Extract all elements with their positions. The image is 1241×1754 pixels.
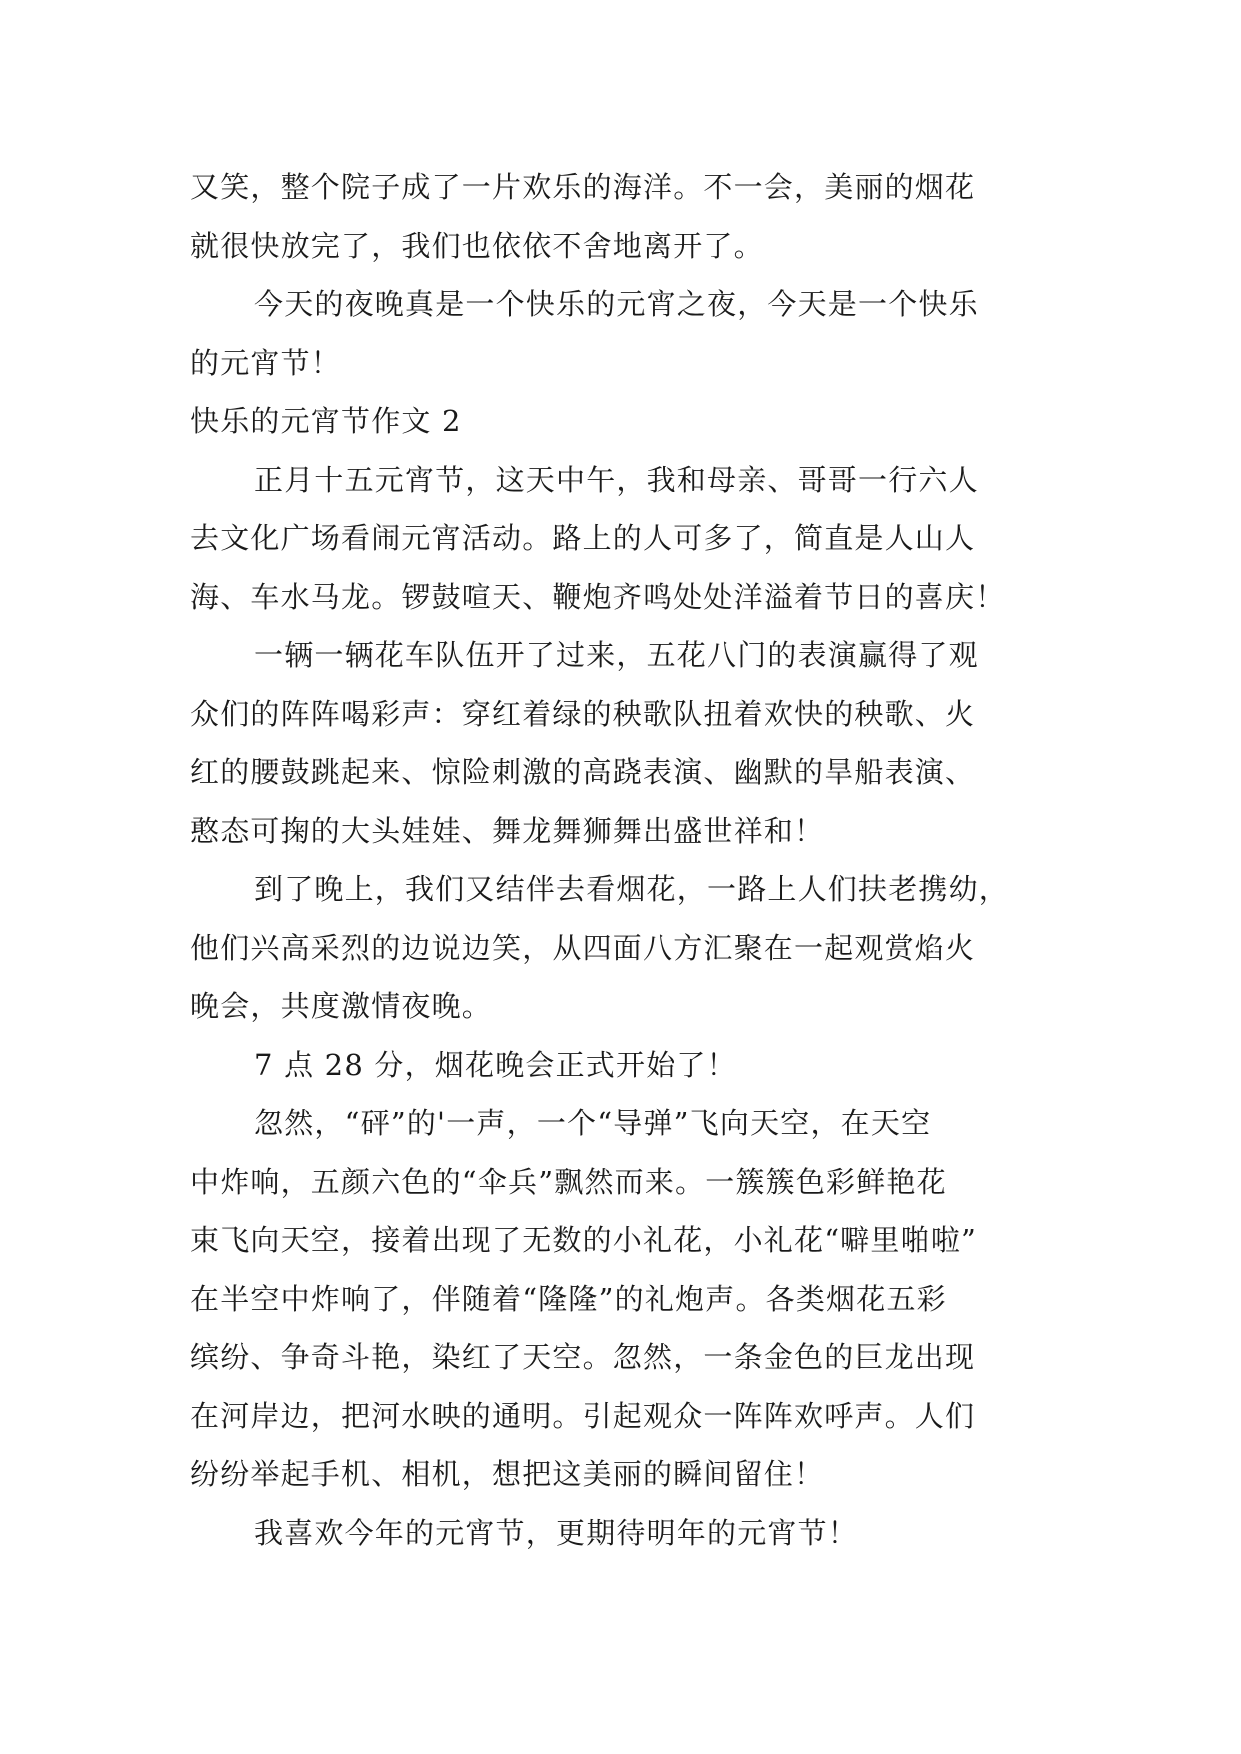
line: 就很快放完了，我们也依依不舍地离开了。 xyxy=(190,228,764,263)
line: 到了晚上，我们又结伴去看烟花，一路上人们扶老携幼， xyxy=(254,872,1010,906)
line: 7 点 28 分，烟花晚会正式开始了！ xyxy=(254,1047,737,1082)
heading-text: 快乐的元宵节作文 2 xyxy=(190,404,462,438)
paragraph-4 xyxy=(190,626,1070,860)
line: 缤纷、争奇斗艳，染红了天空。忽然，一条金色的巨龙出现 xyxy=(190,1340,976,1374)
line: 海、车水马龙。锣鼓喧天、鞭炮齐鸣处处洋溢着节日的喜庆！ xyxy=(190,579,1006,614)
line: 晚会，共度激情夜晚。 xyxy=(190,989,493,1023)
paragraph-2 xyxy=(190,275,1070,392)
paragraph-8 xyxy=(190,1504,1070,1563)
line: 在半空中炸响了，伴随着“隆隆”的礼炮声。各类烟花五彩 xyxy=(190,1281,947,1316)
paragraph-6 xyxy=(190,1036,1070,1095)
line: 忽然，“砰”的'一声，一个“导弹”飞向天空，在天空 xyxy=(254,1106,932,1140)
line: 红的腰鼓跳起来、惊险刺激的高跷表演、幽默的旱船表演、 xyxy=(190,755,976,789)
line: 众们的阵阵喝彩声：穿红着绿的秧歌队扭着欢快的秧歌、火 xyxy=(190,696,976,731)
line: 一辆一辆花车队伍开了过来，五花八门的表演赢得了观 xyxy=(254,638,979,672)
line: 我喜欢今年的元宵节，更期待明年的元宵节！ xyxy=(254,1515,859,1550)
line: 中炸响，五颜六色的“伞兵”飘然而来。一簇簇色彩鲜艳花 xyxy=(190,1164,947,1199)
document-body xyxy=(190,158,1070,1562)
paragraph-3 xyxy=(190,451,1070,627)
paragraph-7 xyxy=(190,1094,1070,1504)
line: 又笑，整个院子成了一片欢乐的海洋。不一会，美丽的烟花 xyxy=(190,170,976,204)
section-heading xyxy=(190,392,1070,451)
line: 的元宵节！ xyxy=(190,345,342,380)
line: 憨态可掬的大头娃娃、舞龙舞狮舞出盛世祥和！ xyxy=(190,813,825,848)
line: 去文化广场看闹元宵活动。路上的人可多了，简直是人山人 xyxy=(190,521,976,555)
line: 在河岸边，把河水映的通明。引起观众一阵阵欢呼声。人们 xyxy=(190,1398,976,1433)
line: 束飞向天空，接着出现了无数的小礼花，小礼花“噼里啪啦” xyxy=(190,1223,978,1257)
paragraph-1 xyxy=(190,158,1070,275)
paragraph-5 xyxy=(190,860,1070,1036)
line: 他们兴高采烈的边说边笑，从四面八方汇聚在一起观赏焰火 xyxy=(190,930,976,965)
line: 纷纷举起手机、相机，想把这美丽的瞬间留住！ xyxy=(190,1457,825,1491)
line: 今天的夜晚真是一个快乐的元宵之夜，今天是一个快乐 xyxy=(254,287,979,321)
line: 正月十五元宵节，这天中午，我和母亲、哥哥一行六人 xyxy=(254,462,979,497)
